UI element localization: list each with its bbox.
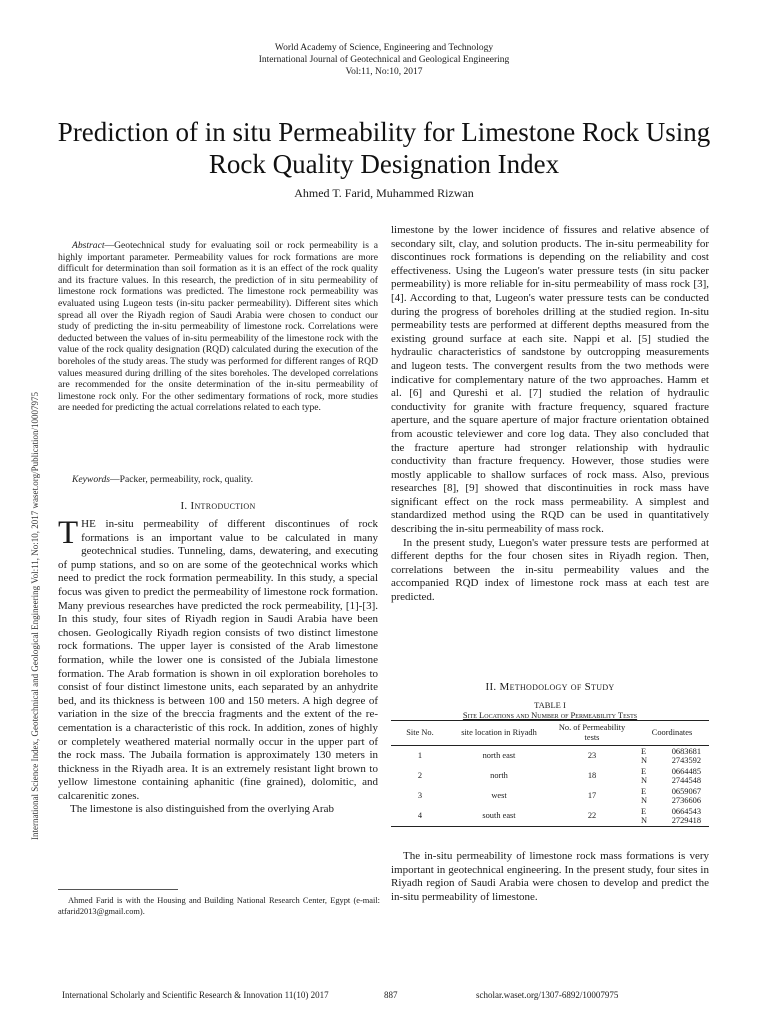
keywords (58, 474, 378, 486)
coord-value: 0664543 (671, 806, 701, 816)
site-location: south east (449, 806, 549, 827)
coordinates (635, 806, 709, 827)
coordinates (635, 786, 709, 806)
coord-axis: N (641, 776, 648, 786)
journal-volume: Vol:11, No:10, 2017 (345, 67, 423, 77)
abstract-label: Abstract (72, 240, 105, 251)
table-row (391, 746, 709, 767)
right-column-paragraph-2: In the present study, Luegon's water pressure tests are performed at different depths for the four chosen sites in Riyadh region. Then, correlations between the in-situ permeability values and the accompanied RQD index of limestone rock mass at each test are predicted. (391, 536, 709, 604)
coord-value: 2744548 (671, 776, 701, 786)
coord-value: 0664485 (671, 766, 701, 776)
table-header-cell: Coordinates (635, 721, 709, 746)
coord-axis: E (641, 806, 647, 816)
right-column-paragraph-1: limestone by the lower incidence of fissures and relative absence of secondary silt, clay, and solution products. The in-situ permeability for discontinues rock formations is depending on the reliability and cost effectiveness. Using the Lugeon's water pressure tests (in situ packer permeability) is more reliable for in-situ permeability of mass rock [3], [4]. According to that, Lugeon's water pressure tests can be conducted during the progress of boreholes drilling at the studied region. In-situ permeability tests are performed at different depths measured from the existing ground surface at each site. Nappi et al. [5] studied the hydraulic characteristics of sandstone by outcropping measurements and lugeon tests. The convergent results from the two methods were indicative for complementary nature of the two approaches. Hamm et al. [6] and Qureshi et al. [7] studied the relation of hydraulic conductivity for granite with fracture frequency, squared fracture aperture, and the square aperture of major fracture orientation obtained from acoustic televiewer and core log data. They also concluded that the fracture aperture had stronger relationship with hydraulic conductivity than fracture frequency. However, those studies were mostly applicable to shallow surfaces of rock mass. Also, previous researches [8], [9] showed that discontinuities in rock mass have significant effect on the rock mass permeability. A simplest and standardized method using the RQD can be used in quantitatively describing the in-situ permeability of mass rock. (391, 224, 709, 536)
test-count: 17 (587, 791, 597, 801)
paper-title: Prediction of in situ Permeability for Limestone Rock Using Rock Quality Designation Index (57, 117, 711, 179)
introduction-body (58, 515, 378, 817)
drop-cap: T (58, 515, 79, 551)
coord-axis: N (641, 796, 648, 806)
site-number: 1 (417, 751, 423, 761)
section-heading-methodology: II. Methodology of Study (485, 681, 615, 693)
coord-value: 0659067 (671, 786, 701, 796)
keywords-label: Keywords (72, 474, 111, 485)
table-header-cell: Site No. (391, 721, 449, 746)
coordinates (635, 766, 709, 786)
introduction-paragraph-2: The limestone is also distinguished from the overlying Arab (70, 803, 334, 816)
coord-value: 2729418 (671, 816, 701, 826)
coord-axis: E (641, 746, 647, 756)
coord-axis: N (641, 756, 648, 766)
coord-value: 2736606 (671, 796, 701, 806)
right-column-body (391, 224, 709, 605)
table-label: TABLE I (534, 700, 566, 710)
site-location: west (491, 791, 507, 801)
site-number: 2 (417, 771, 423, 781)
site-location: north (490, 771, 508, 781)
table-title: Site Locations and Number of Permeability Tests (462, 710, 638, 720)
keywords-dash: — (110, 474, 120, 485)
author-footnote: Ahmed Farid is with the Housing and Building National Research Center, Egypt (e-mail: atfarid2013@gmail.com). (58, 896, 380, 916)
journal-name: World Academy of Science, Engineering and Technology (274, 43, 494, 53)
methodology-paragraph: The in-situ permeability of limestone rock mass formations is very important in geotechnical engineering. In the present study, four sites in Riyadh region of Saudi Arabia were chosen to develop and predict the in-situ permeability of limestone. (391, 850, 709, 903)
coord-axis: E (641, 766, 647, 776)
footer-url: scholar.waset.org/1307-6892/10007975 (476, 990, 619, 1000)
table-header-row (391, 721, 709, 746)
coord-value: 2743592 (671, 756, 701, 766)
test-count: 18 (587, 771, 597, 781)
section-heading-introduction: I. Introduction (180, 500, 256, 512)
abstract-text: Geotechnical study for evaluating soil or rock permeability is a highly important parameter. Permeability values for rock formations are more difficult for determination than soil formation as it is an effect of the rock quality and its fracture values. In this research, the prediction of in situ permeability of limestone rock formations was predicted. The limestone rock permeability was evaluated using Lugeon tests (in-situ packer permeability). Different sites which spread all over the Riyadh region of Saudi Arabia were chosen to conduct our study of predicting the in-situ permeability of limestone rock. Correlations were deducted between the values of in-situ permeability of the limestone rock with the value of the rock quality designation (RQD) calculated during the execution of the boreholes of the study areas. The study was performed for different ranges of RQD values measured during drilling of the sites boreholes. The developed correlations are recommended for the onsite determination of the in-situ permeability of limestone rock only. For the other sedimentary formations of rock, more studies are needed for predicting the actual correlations related to each type. (58, 240, 378, 414)
footer-publisher: International Scholarly and Scientific Research & Innovation 11(10) 2017 (62, 990, 329, 1000)
table-row (391, 806, 709, 827)
table-header-cell: No. of Permeability tests (549, 721, 635, 746)
side-margin-citation: International Science Index, Geotechnical and Geological Engineering Vol:11, No:10, 2017 waset.org/Publication/10007975 (30, 391, 40, 840)
introduction-paragraph (58, 515, 378, 803)
coord-axis: E (641, 786, 647, 796)
site-number: 3 (417, 791, 423, 801)
test-count: 22 (549, 806, 635, 827)
abstract-dash: — (104, 240, 115, 251)
abstract (58, 240, 378, 414)
table-row (391, 786, 709, 806)
page-number: 887 (384, 990, 398, 1000)
methodology-body (391, 850, 709, 904)
paper-authors: Ahmed T. Farid, Muhammed Rizwan (294, 186, 474, 200)
site-location: north east (482, 751, 516, 761)
coordinates (635, 746, 709, 767)
keywords-text: Packer, permeability, rock, quality. (119, 474, 254, 485)
table-row (391, 766, 709, 786)
coord-value: 0683681 (671, 746, 701, 756)
footnote-rule (58, 889, 178, 890)
site-locations-table (391, 720, 709, 827)
table-header-cell: site location in Riyadh (449, 721, 549, 746)
introduction-text: HE in-situ permeability of different discontinues of rock formations is an important value to be calculated in many geotechnical studies. Tunneling, dams, dewatering, and executing of pump stations, and so on are some of the geotechnical works which need to predict the rock formation permeability. In this study, a special focus was given to predict the permeability of limestone rock formation. Many previous researches have predicted the rock permeability, [1]-[3]. In this study, four sites of Riyadh region in Saudi Arabia have been chosen. Geologically Riyadh region consists of two distinct limestone rock formations. The upper layer is consisted of the Arab limestone formation, while the lower one is consisted of the Jubiala limestone formation. The Arab formation is shown in oil exploration boreholes to consist of four distinct limestone units, each separated by an anhydrite bed, and its thickness is between 100 and 150 meters. A high degree of variation in the size of the breccia fragments and the extent of the re-cementation is a characteristic of this rock. In addition, zones of highly or completely weathered material normally occur in the upper part of the rock mass. The Jubaila formation is approximately 130 meters in thickness in the Riyadh area. It is an extremely resistant light brown to yellow limestone containing aphanitic (fine grained), dolomitic, and calcarenitic zones. (58, 518, 378, 802)
test-count: 23 (587, 751, 597, 761)
site-number: 4 (391, 806, 449, 827)
journal-subtitle: International Journal of Geotechnical and Geological Engineering (258, 55, 510, 65)
coord-axis: N (641, 816, 648, 826)
